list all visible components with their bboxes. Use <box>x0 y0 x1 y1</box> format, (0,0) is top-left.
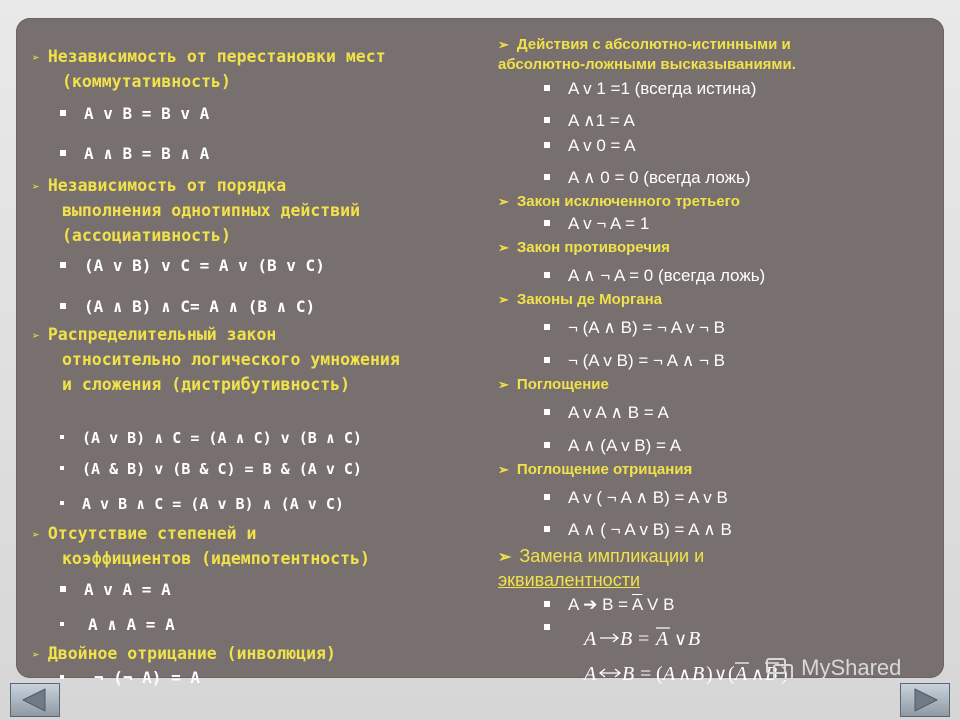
heading-commutativity-sub: (коммутативность) <box>62 72 231 91</box>
svg-text:): ) <box>706 663 713 685</box>
square-bullet-icon <box>60 110 66 116</box>
formula-row: A v A ∧ B = A <box>544 403 669 423</box>
square-bullet-icon <box>60 435 64 439</box>
heading-idempotence-sub: коэффициентов (идемпотентность) <box>62 549 370 568</box>
formula-row: A v B ∧ C = (A v B) ∧ (A v C) <box>60 494 344 514</box>
arrow-left-icon <box>11 684 59 716</box>
heading-absolute-values: ➢ Действия с абсолютно-истинными и <box>498 36 791 53</box>
svg-text:∨: ∨ <box>674 629 688 649</box>
svg-text:B: B <box>622 663 635 685</box>
svg-text:B: B <box>620 628 633 650</box>
svg-text:B: B <box>688 628 701 650</box>
formula-row: (A v B) v C = A v (B v C) <box>60 256 325 276</box>
next-slide-button[interactable] <box>900 683 950 717</box>
square-bullet-icon <box>544 85 550 91</box>
heading-excluded-middle: ➢ Закон исключенного третьего <box>498 193 740 210</box>
square-bullet-icon <box>544 174 550 180</box>
heading-idempotence: ➢ Отсутствие степеней и <box>32 524 257 543</box>
square-bullet-icon <box>544 142 550 148</box>
formula-row: A v ¬ A = 1 <box>544 214 649 234</box>
formula-row: A v 0 = A <box>544 136 636 156</box>
heading-implication-replacement: ➢ Замена импликации и <box>498 546 705 566</box>
formula-row: (A & B) v (B & C) = B & (A v C) <box>60 459 362 479</box>
svg-text:=: = <box>640 663 652 685</box>
svg-text:∧: ∧ <box>751 664 765 684</box>
formula-row: (A ∧ B) ∧ C= A ∧ (B ∧ C) <box>60 297 315 317</box>
square-bullet-icon <box>60 586 66 592</box>
square-bullet-icon <box>60 303 66 309</box>
heading-associativity: ➢ Независимость от порядка <box>32 176 287 195</box>
svg-text:A: A <box>656 628 669 650</box>
arrow-bullet-icon: ➢ <box>32 329 40 344</box>
formula-row: A ∧ ¬ A = 0 (всегда ложь) <box>544 266 765 286</box>
square-bullet-icon <box>544 324 550 330</box>
square-bullet-icon <box>544 442 550 448</box>
arrow-bullet-icon: ➢ <box>498 549 512 566</box>
square-bullet-icon <box>60 622 64 626</box>
svg-text:A: A <box>663 663 676 685</box>
formula-row: ¬ (A ∧ B) = ¬ A v ¬ B <box>544 318 725 338</box>
svg-text:B: B <box>765 663 778 685</box>
arrow-bullet-icon: ➢ <box>32 51 40 66</box>
svg-text:A: A <box>584 663 597 685</box>
heading-absorption: ➢ Поглощение <box>498 376 609 393</box>
arrow-bullet-icon: ➢ <box>498 292 509 307</box>
implication-formula-image <box>582 625 732 651</box>
svg-text:(: ( <box>656 663 663 685</box>
formula-row: A v A = A <box>60 580 171 600</box>
square-bullet-icon <box>544 601 550 607</box>
formula-row: A v B = B v A <box>60 104 209 124</box>
formula-row: A ∧ (A v B) = A <box>544 436 681 456</box>
arrow-bullet-icon: ➢ <box>32 528 40 543</box>
heading-commutativity: ➢ Независимость от перестановки мест <box>32 47 386 66</box>
square-bullet-icon <box>544 272 550 278</box>
formula-row: A v 1 =1 (всегда истина) <box>544 79 756 99</box>
formula-row: (A v B) ∧ C = (A ∧ C) v (B ∧ C) <box>60 428 362 448</box>
slide-panel <box>16 18 944 687</box>
formula-row: A ∧ A = A <box>60 615 175 635</box>
arrow-right-icon <box>901 684 949 716</box>
heading-distributivity-sub: относительно логического умножения <box>62 350 400 369</box>
square-bullet-icon <box>544 357 550 363</box>
heading-contradiction: ➢ Закон противоречия <box>498 239 670 256</box>
heading-absolute-values-sub: абсолютно-ложными высказываниями. <box>498 56 796 73</box>
prev-slide-button[interactable] <box>10 683 60 717</box>
square-bullet-icon <box>60 466 64 470</box>
heading-implication-replacement-sub: эквивалентности <box>498 570 640 590</box>
arrow-bullet-icon: ➢ <box>498 194 509 209</box>
implication-arrow-icon: ➔ <box>583 595 598 614</box>
arrow-bullet-icon: ➢ <box>32 648 40 663</box>
square-bullet-icon <box>544 409 550 415</box>
svg-text:∧: ∧ <box>678 664 692 684</box>
svg-text:∨: ∨ <box>714 664 728 684</box>
formula-row: ¬ (A v B) = ¬ A ∧ ¬ B <box>544 351 725 371</box>
arrow-bullet-icon: ➢ <box>498 240 509 255</box>
square-bullet-icon <box>544 624 550 630</box>
formula-row: A v ( ¬ A ∧ B) = A v B <box>544 488 728 508</box>
square-bullet-icon <box>544 526 550 532</box>
svg-text:): ) <box>781 663 788 685</box>
square-bullet-icon <box>60 262 66 268</box>
heading-involution: ➢ Двойное отрицание (инволюция) <box>32 644 336 663</box>
watermark: MyShared <box>765 655 901 682</box>
arrow-bullet-icon: ➢ <box>32 180 40 195</box>
svg-text:(: ( <box>728 663 735 685</box>
square-bullet-icon <box>544 494 550 500</box>
arrow-bullet-icon: ➢ <box>498 377 509 392</box>
formula-row: ¬ (¬ A) = A <box>60 668 200 688</box>
heading-associativity-sub2: (ассоциативность) <box>62 226 231 245</box>
square-bullet-icon <box>60 150 66 156</box>
arrow-bullet-icon: ➢ <box>498 37 509 52</box>
heading-associativity-sub: выполнения однотипных действий <box>62 201 361 220</box>
square-bullet-icon <box>60 501 64 505</box>
formula-row: A ∧ ( ¬ A v B) = A ∧ B <box>544 520 732 540</box>
heading-distributivity-sub2: и сложения (дистрибутивность) <box>62 375 351 394</box>
formula-row-image-bullet <box>544 618 568 638</box>
formula-row-implication: A ➔ $B = \overline{A}$ V B <box>544 595 674 615</box>
svg-text:=: = <box>638 628 650 650</box>
heading-negation-absorption: ➢ Поглощение отрицания <box>498 461 693 478</box>
square-bullet-icon <box>544 117 550 123</box>
formula-row: A ∧1 = A <box>544 111 635 131</box>
formula-row: A ∧ 0 = 0 (всегда ложь) <box>544 168 751 188</box>
square-bullet-icon <box>544 220 550 226</box>
svg-text:A: A <box>735 663 748 685</box>
arrow-bullet-icon: ➢ <box>498 462 509 477</box>
svg-text:A: A <box>584 628 597 650</box>
heading-de-morgan: ➢ Законы де Моргана <box>498 291 662 308</box>
watermark-logo-icon <box>765 656 795 682</box>
heading-distributivity: ➢ Распределительный закон <box>32 325 277 344</box>
square-bullet-icon <box>60 675 64 679</box>
svg-text:B: B <box>692 663 705 685</box>
formula-row: A ∧ B = B ∧ A <box>60 144 209 164</box>
